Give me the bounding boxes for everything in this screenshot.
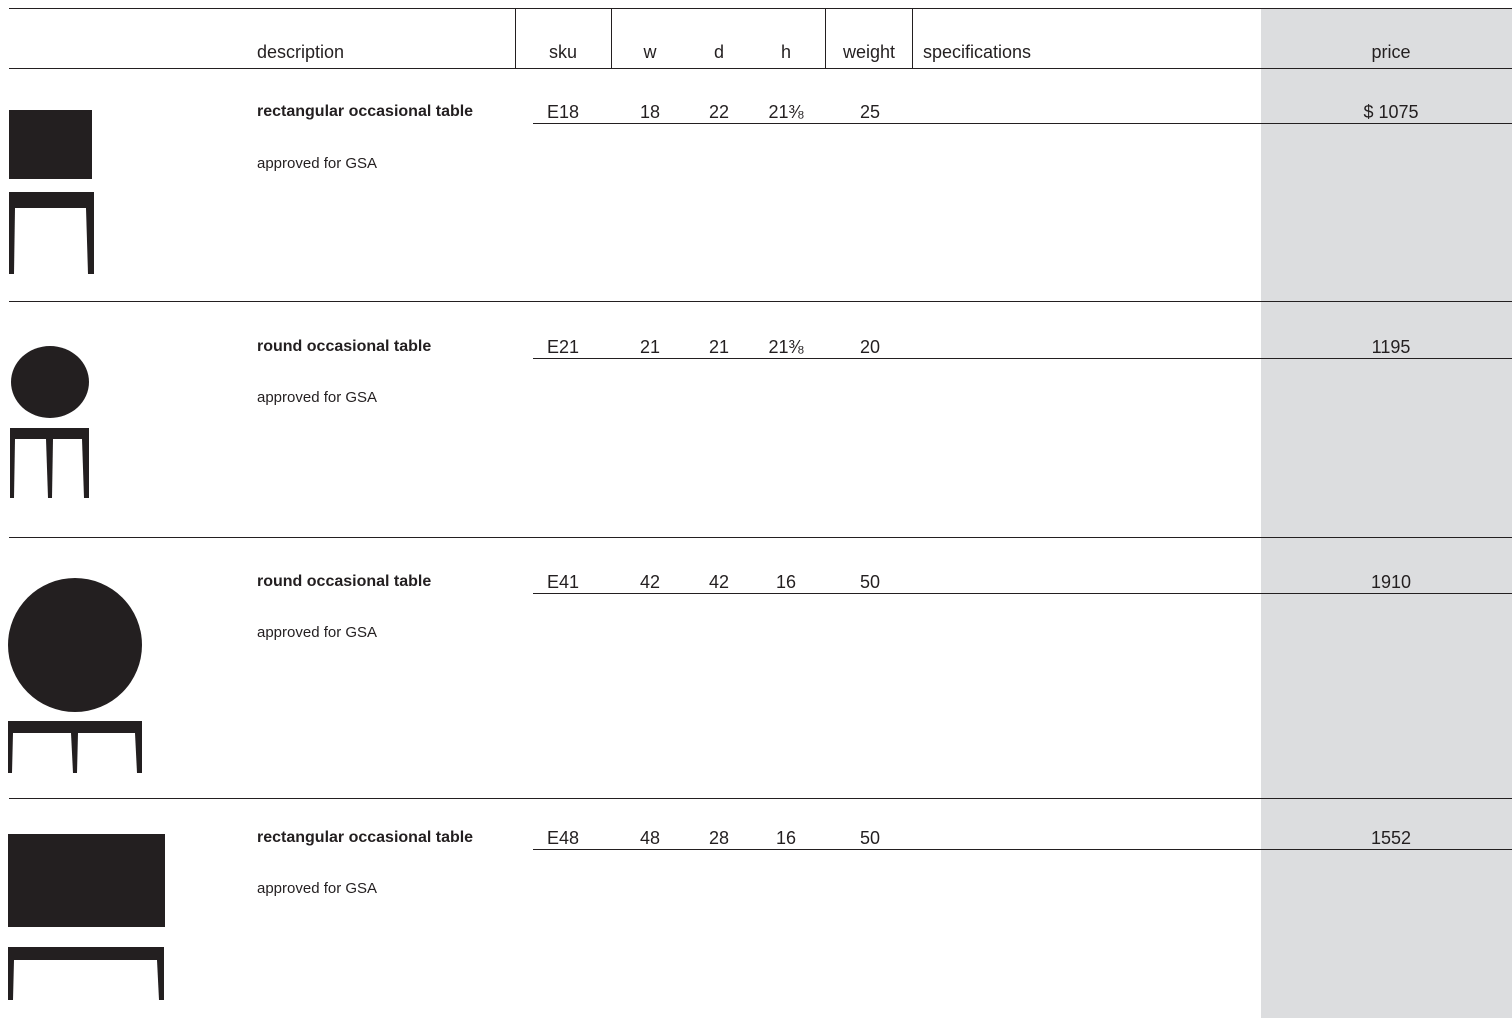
header-specifications: specifications bbox=[923, 42, 1032, 62]
price-column-background bbox=[1261, 8, 1512, 1018]
sku-cell: E48 bbox=[546, 828, 580, 848]
gsa-note: approved for GSA bbox=[257, 624, 378, 641]
product-description: rectangular occasional table bbox=[257, 103, 474, 120]
price-cell: 1910 bbox=[1370, 572, 1412, 592]
header-divider bbox=[611, 8, 612, 68]
height-cell: 21⅜ bbox=[768, 102, 804, 122]
row-underline bbox=[533, 849, 1512, 850]
rectangular-table-icon bbox=[8, 834, 166, 1002]
depth-cell: 42 bbox=[708, 572, 730, 592]
header-divider bbox=[912, 8, 913, 68]
header-description: description bbox=[257, 42, 345, 62]
price-cell: 1195 bbox=[1371, 337, 1411, 357]
row-separator bbox=[9, 798, 1512, 799]
row-separator bbox=[9, 537, 1512, 538]
product-description: round occasional table bbox=[257, 338, 432, 355]
header-weight: weight bbox=[842, 42, 896, 62]
header-w: w bbox=[643, 42, 657, 62]
height-cell: 21⅜ bbox=[768, 337, 804, 357]
round-table-icon bbox=[7, 577, 144, 775]
header-d: d bbox=[713, 42, 725, 62]
price-cell: $ 1075 bbox=[1363, 102, 1419, 122]
sku-cell: E21 bbox=[546, 337, 580, 357]
gsa-note: approved for GSA bbox=[257, 880, 378, 897]
gsa-note: approved for GSA bbox=[257, 155, 378, 172]
weight-cell: 50 bbox=[859, 572, 881, 592]
row-underline bbox=[533, 358, 1512, 359]
gsa-note: approved for GSA bbox=[257, 389, 378, 406]
header-bottom-rule bbox=[9, 68, 1512, 69]
header-divider bbox=[515, 8, 516, 68]
table-top-rule bbox=[9, 8, 1512, 9]
header-h: h bbox=[780, 42, 792, 62]
sku-cell: E41 bbox=[546, 572, 580, 592]
width-cell: 42 bbox=[639, 572, 661, 592]
depth-cell: 22 bbox=[708, 102, 730, 122]
width-cell: 21 bbox=[639, 337, 661, 357]
depth-cell: 21 bbox=[708, 337, 730, 357]
rectangular-table-icon bbox=[9, 110, 95, 275]
row-separator bbox=[9, 301, 1512, 302]
price-cell: 1552 bbox=[1370, 828, 1412, 848]
product-description: round occasional table bbox=[257, 573, 432, 590]
height-cell: 16 bbox=[775, 828, 797, 848]
header-divider bbox=[825, 8, 826, 68]
row-underline bbox=[533, 123, 1512, 124]
weight-cell: 25 bbox=[859, 102, 881, 122]
round-table-icon bbox=[10, 345, 92, 499]
header-price: price bbox=[1371, 42, 1411, 62]
depth-cell: 28 bbox=[708, 828, 730, 848]
weight-cell: 50 bbox=[859, 828, 881, 848]
row-underline bbox=[533, 593, 1512, 594]
height-cell: 16 bbox=[775, 572, 797, 592]
weight-cell: 20 bbox=[859, 337, 881, 357]
width-cell: 48 bbox=[639, 828, 661, 848]
sku-cell: E18 bbox=[546, 102, 580, 122]
header-sku: sku bbox=[548, 42, 578, 62]
width-cell: 18 bbox=[639, 102, 661, 122]
product-description: rectangular occasional table bbox=[257, 829, 474, 846]
